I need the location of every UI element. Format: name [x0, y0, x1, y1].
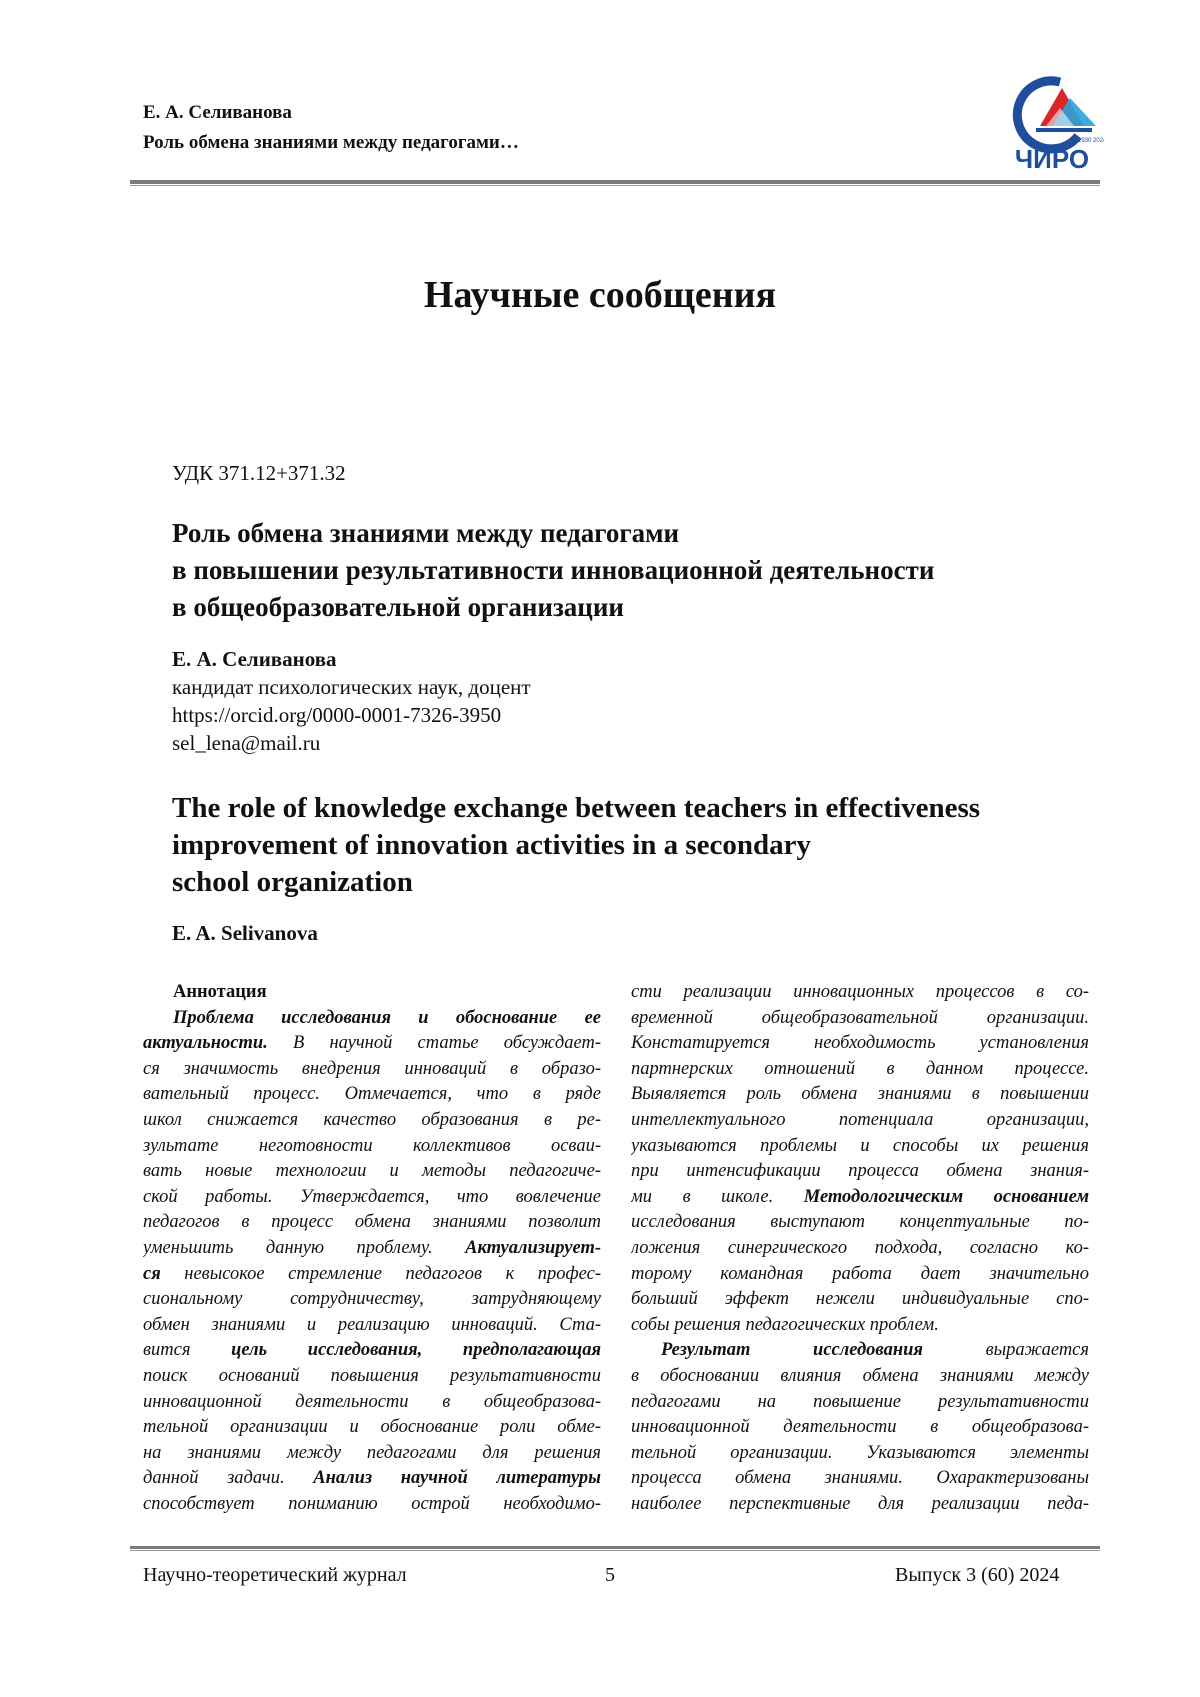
article-title-ru-line: в общеобразовательной организации: [172, 589, 934, 626]
abstract-bold-phrase: ся: [143, 1264, 161, 1284]
abstract-text: выражается: [923, 1340, 1089, 1360]
abstract-line: [143, 1210, 601, 1236]
abstract-text: способствует пониманию острой необходимо-: [143, 1494, 601, 1514]
abstract-line: [143, 1287, 601, 1313]
abstract-line: [631, 1210, 1089, 1236]
abstract-text: тельной организации и обоснование роли обме-: [143, 1417, 601, 1437]
abstract-line: [631, 1466, 1089, 1492]
abstract-text: невысокое стремление педагогов к профес-: [161, 1264, 601, 1284]
abstract-column-left: [143, 980, 601, 1517]
abstract-line: [631, 1390, 1089, 1416]
abstract-text: В научной статье обсуждает-: [268, 1033, 601, 1053]
abstract-line: [631, 1287, 1089, 1313]
abstract-text: поиск оснований повышения результативности: [143, 1366, 601, 1386]
abstract-text: вательный процесс. Отмечается, что в ряде: [143, 1084, 601, 1104]
footer-rule-thin: [130, 1550, 1100, 1551]
abstract-line: [631, 1415, 1089, 1441]
abstract-line: [631, 1364, 1089, 1390]
article-title-en: [172, 790, 980, 901]
abstract-line: [631, 1185, 1089, 1211]
abstract-line: [143, 1313, 601, 1339]
article-title-ru: [172, 515, 934, 626]
abstract-text: ми в школе.: [631, 1187, 804, 1207]
abstract-bold-phrase: Методологическим основанием: [804, 1187, 1089, 1207]
abstract-line: [631, 1031, 1089, 1057]
abstract-line: [143, 1415, 601, 1441]
abstract-bold-phrase: цель исследования, предполагающая: [231, 1340, 601, 1360]
abstract-line: [631, 1236, 1089, 1262]
header-rule-thin: [130, 185, 1100, 186]
abstract-text: собы решения педагогических проблем.: [631, 1315, 939, 1335]
abstract-heading: Аннотация: [143, 980, 601, 1006]
abstract-line: [631, 1492, 1089, 1518]
abstract-text: в обосновании влияния обмена знаниями между: [631, 1366, 1089, 1386]
author-email-link[interactable]: sel_lena@mail.ru: [172, 729, 531, 757]
logo-bar: [1036, 128, 1092, 132]
abstract-line: [631, 1159, 1089, 1185]
footer-issue: Выпуск 3 (60) 2024: [895, 1564, 1059, 1587]
abstract-line: [143, 1236, 601, 1262]
abstract-text: ской работы. Утверждается, что вовлечение: [143, 1187, 601, 1207]
abstract-text: интеллектуального потенциала организации,: [631, 1110, 1089, 1130]
abstract-text: инновационной деятельности в общеобразова-: [143, 1392, 601, 1412]
page-number: 5: [600, 1564, 620, 1587]
abstract-text: сти реализации инновационных процессов в со-: [631, 982, 1089, 1002]
abstract-line: [143, 1466, 601, 1492]
abstract-text: ложения синергического подхода, согласно ко-: [631, 1238, 1089, 1258]
chiro-logo-icon: [1000, 68, 1104, 172]
abstract-line: [631, 1313, 1089, 1339]
author-name-en: E. A. Selivanova: [172, 921, 318, 946]
logo-years: 1930 2024: [1078, 138, 1104, 144]
abstract-bold-phrase: Актуализирует-: [465, 1238, 601, 1258]
abstract-text: Констатируется необходимость установления: [631, 1033, 1089, 1053]
abstract-line: [143, 1262, 601, 1288]
section-title: Научные сообщения: [0, 273, 1200, 317]
article-title-ru-line: в повышении результативности инновационной деятельности: [172, 552, 934, 589]
abstract-text: указываются проблемы и способы их решения: [631, 1136, 1089, 1156]
abstract-line: [631, 1108, 1089, 1134]
article-title-en-line: The role of knowledge exchange between teachers in effectiveness: [172, 790, 980, 827]
abstract-line: [143, 1082, 601, 1108]
abstract-text: ся значимость внедрения инноваций в образо-: [143, 1059, 601, 1079]
logo-text: ЧИРО: [1015, 144, 1089, 172]
running-title: Роль обмена знаниями между педагогами…: [143, 132, 519, 154]
abstract-bold-phrase: актуальности.: [143, 1033, 268, 1053]
header-rule: [130, 180, 1100, 184]
abstract-line: [631, 980, 1089, 1006]
abstract-line: [631, 1262, 1089, 1288]
author-degree: кандидат психологических наук, доцент: [172, 673, 531, 701]
abstract-text: торому командная работа дает значительно: [631, 1264, 1089, 1284]
abstract-text: тельной организации. Указываются элементы: [631, 1443, 1089, 1463]
abstract-text: партнерских отношений в данном процессе.: [631, 1059, 1089, 1079]
abstract-text: зультате неготовности коллективов осваи-: [143, 1136, 601, 1156]
abstract-line: [143, 1338, 601, 1364]
abstract-line: [143, 1108, 601, 1134]
udk-code: УДК 371.12+371.32: [172, 461, 346, 486]
abstract-text: педагогов в процесс обмена знаниями позволит: [143, 1212, 601, 1232]
abstract-text: процесса обмена знаниями. Охарактеризованы: [631, 1468, 1089, 1488]
abstract-text: данной задачи.: [143, 1468, 313, 1488]
abstract-text: вится: [143, 1340, 231, 1360]
footer-journal: Научно-теоретический журнал: [143, 1564, 407, 1587]
abstract-column-right: [631, 980, 1089, 1517]
abstract-text: Выявляется роль обмена знаниями в повышении: [631, 1084, 1089, 1104]
abstract-text: школ снижается качество образования в ре-: [143, 1110, 601, 1130]
abstract-bold-phrase: Результат исследования: [661, 1340, 923, 1360]
article-title-ru-line: Роль обмена знаниями между педагогами: [172, 515, 934, 552]
abstract-line: [143, 1006, 601, 1032]
abstract-line: [143, 1390, 601, 1416]
abstract-line: [143, 1159, 601, 1185]
abstract-text: инновационной деятельности в общеобразова-: [631, 1417, 1089, 1437]
abstract-text: временной общеобразовательной организации.: [631, 1008, 1089, 1028]
footer-rule: [130, 1546, 1100, 1549]
author-orcid-link[interactable]: https://orcid.org/0000-0001-7326-3950: [172, 701, 531, 729]
abstract-line: [143, 1134, 601, 1160]
abstract-line: [631, 1134, 1089, 1160]
abstract-text: больший эффект нежели индивидуальные спо-: [631, 1289, 1089, 1309]
abstract-text: при интенсификации процесса обмена знания-: [631, 1161, 1089, 1181]
abstract-line: [631, 1441, 1089, 1467]
abstract-line: [143, 1057, 601, 1083]
author-name: Е. А. Селиванова: [172, 645, 531, 673]
abstract-line: [143, 1492, 601, 1518]
abstract-line: [143, 1364, 601, 1390]
author-info-ru: [172, 645, 531, 757]
abstract-line: [631, 1082, 1089, 1108]
abstract-text: исследования выступают концептуальные по-: [631, 1212, 1089, 1232]
chiro-logo: [1000, 68, 1104, 172]
abstract-line: [143, 1031, 601, 1057]
article-title-en-line: school organization: [172, 864, 980, 901]
abstract-text: педагогами на повышение результативности: [631, 1392, 1089, 1412]
abstract-line: [631, 1057, 1089, 1083]
abstract-text: на знаниями между педагогами для решения: [143, 1443, 601, 1463]
abstract-bold-phrase: Проблема исследования и обоснование ее: [173, 1008, 601, 1028]
abstract-text: уменьшить данную проблему.: [143, 1238, 465, 1258]
abstract-line: [631, 1338, 1089, 1364]
abstract-line: [631, 1006, 1089, 1032]
abstract-text: вать новые технологии и методы педагогиче-: [143, 1161, 601, 1181]
abstract-text: сиональному сотрудничеству, затрудняющему: [143, 1289, 601, 1309]
abstract-text: обмен знаниями и реализацию инноваций. Ста-: [143, 1315, 601, 1335]
running-author: Е. А. Селиванова: [143, 102, 292, 124]
article-title-en-line: improvement of innovation activities in a secondary: [172, 827, 980, 864]
abstract-line: [143, 1441, 601, 1467]
abstract-bold-phrase: Анализ научной литературы: [313, 1468, 601, 1488]
abstract-text: наиболее перспективные для реализации педа-: [631, 1494, 1089, 1514]
abstract-line: [143, 1185, 601, 1211]
